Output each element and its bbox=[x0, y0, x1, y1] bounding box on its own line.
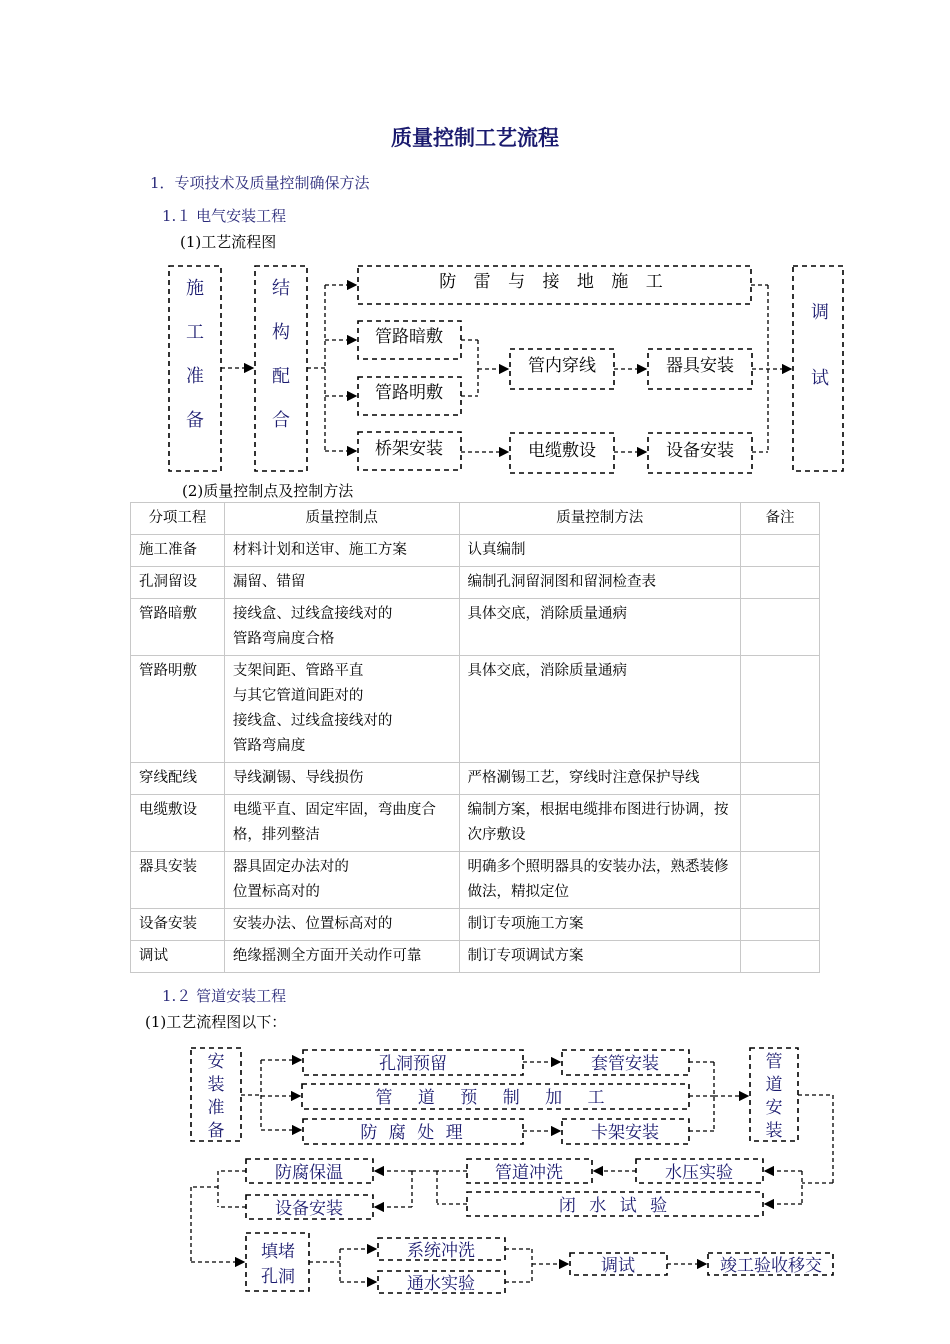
table-cell: 认真编制 bbox=[459, 535, 741, 567]
header-cell: 分项工程 bbox=[131, 503, 225, 535]
prep-char-1: 施 bbox=[186, 278, 204, 299]
table-cell: 管路明敷 bbox=[131, 656, 225, 763]
prep-char-4: 备 bbox=[186, 410, 204, 431]
table-cell: 材料计划和送审、施工方案 bbox=[224, 535, 459, 567]
commission2-label: 调试 bbox=[601, 1256, 635, 1276]
tray-label: 桥架安装 bbox=[375, 439, 443, 459]
fill-line-1: 填堵 bbox=[261, 1242, 295, 1262]
flush-label: 管道冲洗 bbox=[495, 1163, 563, 1183]
section-heading: 1．专项技术及质量控制确保方法 bbox=[150, 174, 370, 192]
table-cell: 设备安装 bbox=[131, 909, 225, 941]
sleeve-label: 套管安装 bbox=[591, 1054, 659, 1074]
prep2-char-1: 安 bbox=[207, 1052, 225, 1072]
table-cell: 安装办法、位置标高对的 bbox=[224, 909, 459, 941]
struct-char-4: 合 bbox=[272, 410, 290, 431]
table-cell: 器具固定办法对的 位置标高对的 bbox=[224, 852, 459, 909]
commission-char-1: 调 bbox=[811, 302, 829, 323]
install-char-2: 道 bbox=[765, 1075, 783, 1095]
table-cell: 电缆敷设 bbox=[131, 795, 225, 852]
wiring-label: 管内穿线 bbox=[528, 356, 596, 376]
anticorr-label: 防 腐 处 理 bbox=[360, 1123, 466, 1143]
page-title: 质量控制工艺流程 bbox=[391, 125, 559, 150]
flow2-caption: (1)工艺流程图以下： bbox=[145, 1013, 287, 1031]
table-cell: 孔洞留设 bbox=[131, 567, 225, 599]
insul-label: 防腐保温 bbox=[275, 1163, 343, 1183]
table-cell: 电缆平直、固定牢固，弯曲度合格，排列整洁 bbox=[224, 795, 459, 852]
commission-char-2: 试 bbox=[811, 368, 829, 389]
table-cell: 编制方案，根据电缆排布图进行协调，按次序敷设 bbox=[459, 795, 741, 852]
table-cell: 漏留、错留 bbox=[224, 567, 459, 599]
install-char-3: 安 bbox=[765, 1098, 783, 1118]
table-cell: 制订专项调试方案 bbox=[459, 941, 741, 973]
flowtest-label: 通水实验 bbox=[407, 1274, 475, 1294]
prefab-label: 管 道 预 制 加 工 bbox=[375, 1088, 615, 1108]
equipment-label: 设备安装 bbox=[666, 441, 734, 461]
fill-line-2: 孔洞 bbox=[261, 1267, 295, 1287]
header-cell: 质量控制方法 bbox=[459, 503, 741, 535]
table-cell: 器具安装 bbox=[131, 852, 225, 909]
struct-char-1: 结 bbox=[272, 278, 290, 299]
table-cell: 严格涮锡工艺，穿线时注意保护导线 bbox=[459, 763, 741, 795]
pressure-label: 水压实验 bbox=[665, 1163, 733, 1183]
header-cell: 质量控制点 bbox=[224, 503, 459, 535]
struct-char-2: 构 bbox=[272, 322, 290, 343]
table-cell: 具体交底，消除质量通病 bbox=[459, 656, 741, 763]
prep2-char-4: 备 bbox=[207, 1121, 225, 1141]
table-cell: 明确多个照明器具的安装办法，熟悉装修做法，精拟定位 bbox=[459, 852, 741, 909]
prep2-char-2: 装 bbox=[207, 1075, 225, 1095]
table-cell: 接线盒、过线盒接线对的 管路弯扁度合格 bbox=[224, 599, 459, 656]
subsection-heading-piping: 1.２ 管道安装工程 bbox=[162, 987, 287, 1005]
fixture-label: 器具安装 bbox=[666, 356, 734, 376]
closed-label: 闭 水 试 验 bbox=[558, 1196, 672, 1216]
struct-char-3: 配 bbox=[272, 366, 290, 387]
conduit-exposed-label: 管路明敷 bbox=[375, 383, 443, 403]
table-cell: 具体交底，消除质量通病 bbox=[459, 599, 741, 656]
header-cell: 备注 bbox=[741, 503, 820, 535]
equip2-label: 设备安装 bbox=[275, 1199, 343, 1219]
table-cell: 制订专项施工方案 bbox=[459, 909, 741, 941]
table-cell: 支架间距、管路平直 与其它管道间距对的 接线盒、过线盒接线对的 管路弯扁度 bbox=[224, 656, 459, 763]
flow1-caption: (1)工艺流程图 bbox=[180, 233, 277, 251]
sysflush-label: 系统冲洗 bbox=[407, 1241, 475, 1261]
cable-label: 电缆敷设 bbox=[528, 441, 596, 461]
handover-label: 竣工验收移交 bbox=[720, 1256, 822, 1276]
table-caption: (2)质量控制点及控制方法 bbox=[182, 482, 354, 500]
subsection-heading-electrical: 1.１ 电气安装工程 bbox=[162, 207, 287, 225]
table-cell: 调试 bbox=[131, 941, 225, 973]
table-cell: 绝缘摇测全方面开关动作可靠 bbox=[224, 941, 459, 973]
prep-char-2: 工 bbox=[186, 322, 204, 343]
install-char-4: 装 bbox=[765, 1121, 783, 1141]
prep-char-3: 准 bbox=[186, 366, 204, 387]
lightning-label: 防 雷 与 接 地 施 工 bbox=[439, 272, 669, 292]
clamp-label: 卡架安装 bbox=[591, 1123, 659, 1143]
table-cell: 编制孔洞留洞图和留洞检查表 bbox=[459, 567, 741, 599]
conduit-hidden-label: 管路暗敷 bbox=[375, 327, 443, 347]
table-cell: 穿线配线 bbox=[131, 763, 225, 795]
table-cell: 施工准备 bbox=[131, 535, 225, 567]
prep2-char-3: 准 bbox=[207, 1098, 225, 1118]
table-cell: 导线涮锡、导线损伤 bbox=[224, 763, 459, 795]
table-cell: 管路暗敷 bbox=[131, 599, 225, 656]
hole-label: 孔洞预留 bbox=[379, 1054, 447, 1074]
install-char-1: 管 bbox=[765, 1052, 783, 1072]
